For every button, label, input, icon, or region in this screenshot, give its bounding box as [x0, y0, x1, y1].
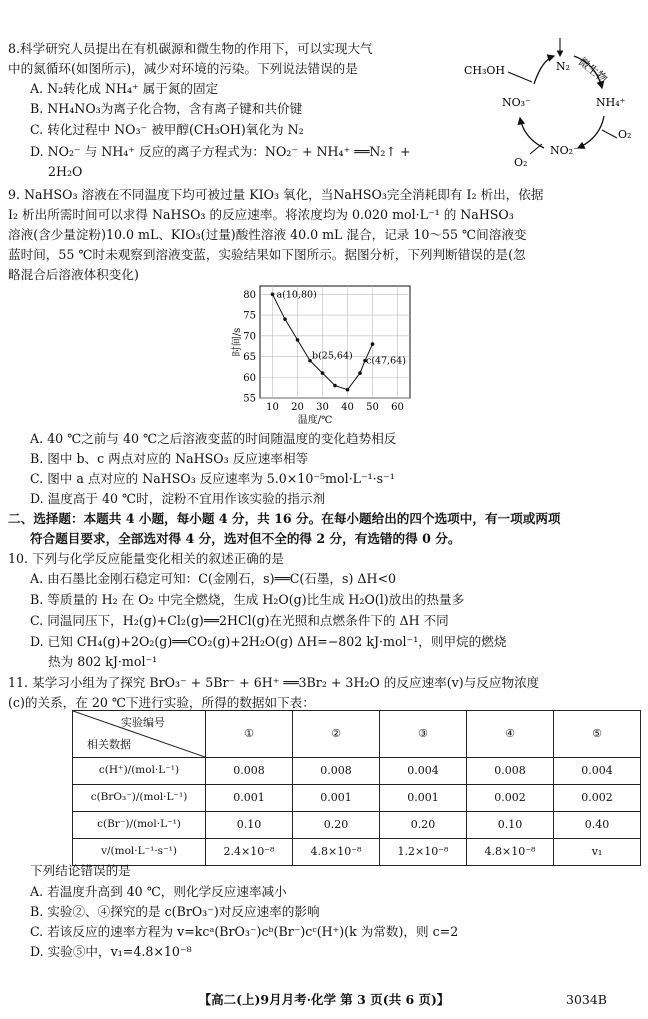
label-o2-right: O₂ — [618, 128, 632, 141]
q11-conclusion-prompt: 下列结论错误的是 — [30, 863, 131, 878]
label-ch3oh: CH₃OH — [464, 64, 506, 77]
experiment-data-table — [72, 710, 641, 866]
data-point — [333, 384, 337, 388]
y-tick-label: 65 — [243, 352, 256, 364]
y-tick-label: 55 — [243, 393, 256, 405]
table-cell: 0.002 — [467, 785, 554, 812]
table-cell: 0.20 — [380, 812, 467, 839]
point-annotation: a(10,80) — [276, 289, 317, 301]
temperature-time-chart — [230, 282, 420, 427]
col-header: ③ — [380, 711, 467, 758]
q9-stem-line3: 溶液(含少量淀粉)10.0 mL、KIO₃(过量)酸性溶液 40.0 mL 混合，记录 10～55 ℃间溶液变 — [8, 227, 527, 242]
y-tick-label: 60 — [243, 372, 256, 384]
table-header-corner — [73, 711, 206, 758]
table-cell: 0.008 — [467, 758, 554, 785]
row-label: c(Br⁻)/(mol·L⁻¹) — [73, 812, 206, 839]
col-header: ④ — [467, 711, 554, 758]
q11-stem-line1: 11. 某学习小组为了探究 BrO₃⁻ + 5Br⁻ + 6H⁺ ══3Br₂ + 3H₂O 的反应速率(v)与反应物浓度 — [8, 675, 540, 690]
x-tick-label: 10 — [266, 402, 279, 413]
table-cell: 0.40 — [554, 812, 641, 839]
arrow-nh4-to-no2 — [578, 116, 604, 148]
table-cell: 0.20 — [293, 812, 380, 839]
line-o2-right — [602, 130, 617, 138]
q8-option-b: B. NH₄NO₃为离子化合物，含有离子键和共价键 — [30, 101, 303, 116]
data-point — [296, 338, 300, 342]
page-footer: 【高二(上)9月月考·化学 第 3 页(共 6 页)】 — [198, 992, 450, 1007]
label-no3: NO₃⁻ — [502, 96, 531, 109]
q10-option-d: D. 已知 CH₄(g)+2O₂(g)══CO₂(g)+2H₂O(g) ΔH=−802 kJ·mol⁻¹，则甲烷的燃烧 — [30, 634, 507, 649]
col-header: ⑤ — [554, 711, 641, 758]
line-o2-bottom — [530, 144, 542, 154]
q8-stem-line2: 中的氮循环(如图所示)，减少对环境的污染。下列说法错误的是 — [8, 61, 358, 76]
table-cell: 0.004 — [380, 758, 467, 785]
q11-option-d: D. 实验⑤中，v₁=4.8×10⁻⁸ — [30, 944, 192, 959]
data-point — [371, 342, 375, 346]
table-cell: 0.008 — [206, 758, 293, 785]
paper-code: 3034B — [566, 992, 607, 1007]
data-point — [358, 371, 362, 375]
y-tick-label: 75 — [243, 310, 256, 322]
q11-option-b: B. 实验②、④探究的是 c(BrO₃⁻)对反应速率的影响 — [30, 904, 320, 919]
table-cell: 0.10 — [467, 812, 554, 839]
table-cell: 0.002 — [554, 785, 641, 812]
table-row — [73, 758, 641, 785]
table-cell: 0.10 — [206, 812, 293, 839]
x-tick-label: 60 — [391, 402, 404, 413]
q10-option-c: C. 同温同压下，H₂(g)+Cl₂(g)══2HCl(g)在光照和点燃条件下的 ΔH 不同 — [30, 613, 449, 628]
point-annotation: c(47,64) — [366, 355, 406, 367]
arrow-no3-to-n2 — [534, 56, 554, 84]
q9-option-b: B. 图中 b、c 两点对应的 NaHSO₃ 反应速率相等 — [30, 451, 309, 466]
x-axis-label: 温度/℃ — [297, 415, 333, 426]
x-tick-label: 20 — [291, 402, 304, 413]
x-tick-label: 40 — [341, 402, 354, 413]
q11-option-a: A. 若温度升高到 40 ℃，则化学反应速率减小 — [30, 884, 287, 899]
y-tick-label: 70 — [243, 331, 256, 343]
x-tick-label: 50 — [366, 402, 379, 413]
data-point — [283, 317, 287, 321]
table-cell: 0.001 — [293, 785, 380, 812]
data-point — [346, 388, 350, 392]
header-data-label: 相关数据 — [87, 737, 131, 751]
q8-stem-line1: 8.科学研究人员提出在有机碳源和微生物的作用下，可以实现大气 — [8, 41, 373, 56]
row-label: v/(mol·L⁻¹·s⁻¹) — [73, 839, 206, 866]
y-axis-label: 时间/s — [232, 327, 243, 357]
q9-stem-line1: 9. NaHSO₃ 溶液在不同温度下均可被过量 KIO₃ 氧化，当NaHSO₃完全消耗即有 I₂ 析出，依据 — [8, 187, 544, 202]
data-point — [271, 292, 275, 296]
label-n2: N₂ — [556, 60, 571, 73]
q9-option-d: D. 温度高于 40 ℃时，淀粉不宜用作该实验的指示剂 — [30, 491, 326, 506]
nitrogen-cycle-diagram — [462, 34, 642, 174]
q9-stem-line4: 蓝时间，55 ℃时未观察到溶液变蓝，实验结果如下图所示。据图分析，下列判断错误的是(忽 — [8, 247, 526, 262]
q9-option-c: C. 图中 a 点对应的 NaHSO₃ 反应速率为 5.0×10⁻⁵mol·L⁻¹·s⁻¹ — [30, 471, 395, 486]
row-label: c(BrO₃⁻)/(mol·L⁻¹) — [73, 785, 206, 812]
q8-option-d: D. NO₂⁻ 与 NH₄⁺ 反应的离子方程式为：NO₂⁻ + NH₄⁺ ══N₂↑ + — [30, 144, 411, 159]
point-annotation: b(25,64) — [312, 350, 353, 362]
q11-stem-line2: (c)的关系，在 20 ℃下进行实验，所得的数据如下表： — [8, 695, 315, 710]
table-cell: 0.001 — [206, 785, 293, 812]
header-exp-label: 实验编号 — [121, 716, 165, 729]
table-cell: v₁ — [554, 839, 641, 866]
table-row — [73, 785, 641, 812]
q10-option-d-cont: 热为 802 kJ·mol⁻¹ — [48, 654, 158, 669]
table-cell: 4.8×10⁻⁸ — [293, 839, 380, 866]
arrow-no2-to-no3 — [520, 118, 544, 148]
table-header-row — [73, 711, 641, 758]
q10-stem: 10. 下列与化学反应能量变化相关的叙述正确的是 — [8, 551, 284, 566]
table-cell: 2.4×10⁻⁸ — [206, 839, 293, 866]
table-cell: 4.8×10⁻⁸ — [467, 839, 554, 866]
q9-option-a: A. 40 ℃之前与 40 ℃之后溶液变蓝的时间随温度的变化趋势相反 — [30, 431, 397, 446]
label-no2: NO₂⁻ — [550, 144, 579, 157]
q8-option-c: C. 转化过程中 NO₃⁻ 被甲醇(CH₃OH)氧化为 N₂ — [30, 122, 304, 137]
q11-option-c: C. 若该反应的速率方程为 v=kcᵃ(BrO₃⁻)cᵇ(Br⁻)cᶜ(H⁺)(k 为常数)，则 c=2 — [30, 924, 459, 939]
q9-stem-line2: I₂ 析出所需时间可以求得 NaHSO₃ 的反应速率。将浓度均为 0.020 mol·L⁻¹ 的 NaHSO₃ — [8, 207, 514, 222]
data-point — [321, 371, 325, 375]
table-row — [73, 839, 641, 866]
label-o2-bottom: O₂ — [514, 156, 528, 169]
table-cell: 0.008 — [293, 758, 380, 785]
y-tick-label: 80 — [243, 289, 256, 301]
row-label: c(H⁺)/(mol·L⁻¹) — [73, 758, 206, 785]
label-microbe: 微生物 — [575, 55, 610, 86]
line-ch3oh — [508, 72, 532, 82]
chart-frame — [260, 286, 410, 398]
table-cell: 0.001 — [380, 785, 467, 812]
table-cell: 1.2×10⁻⁸ — [380, 839, 467, 866]
section2-line2: 符合题目要求，全部选对得 4 分，选对但不全的得 2 分，有选错的得 0 分。 — [30, 531, 461, 546]
col-header: ① — [206, 711, 293, 758]
q8-option-d-cont: 2H₂O — [48, 164, 83, 179]
x-tick-label: 30 — [316, 402, 329, 413]
label-nh4: NH₄⁺ — [596, 96, 626, 109]
col-header: ② — [293, 711, 380, 758]
table-row — [73, 812, 641, 839]
q8-option-a: A. N₂转化成 NH₄⁺ 属于氮的固定 — [30, 81, 219, 96]
section2-line1: 二、选择题：本题共 4 小题，每小题 4 分，共 16 分。在每小题给出的四个选项中，有一项或两项 — [8, 511, 561, 526]
q10-option-b: B. 等质量的 H₂ 在 O₂ 中完全燃烧，生成 H₂O(g)比生成 H₂O(l)放出的热量多 — [30, 592, 465, 607]
table-cell: 0.004 — [554, 758, 641, 785]
q9-stem-line5: 略混合后溶液体积变化) — [8, 267, 139, 282]
q10-option-a: A. 由石墨比金刚石稳定可知：C(金刚石，s)══C(石墨，s) ΔH<0 — [30, 571, 397, 586]
